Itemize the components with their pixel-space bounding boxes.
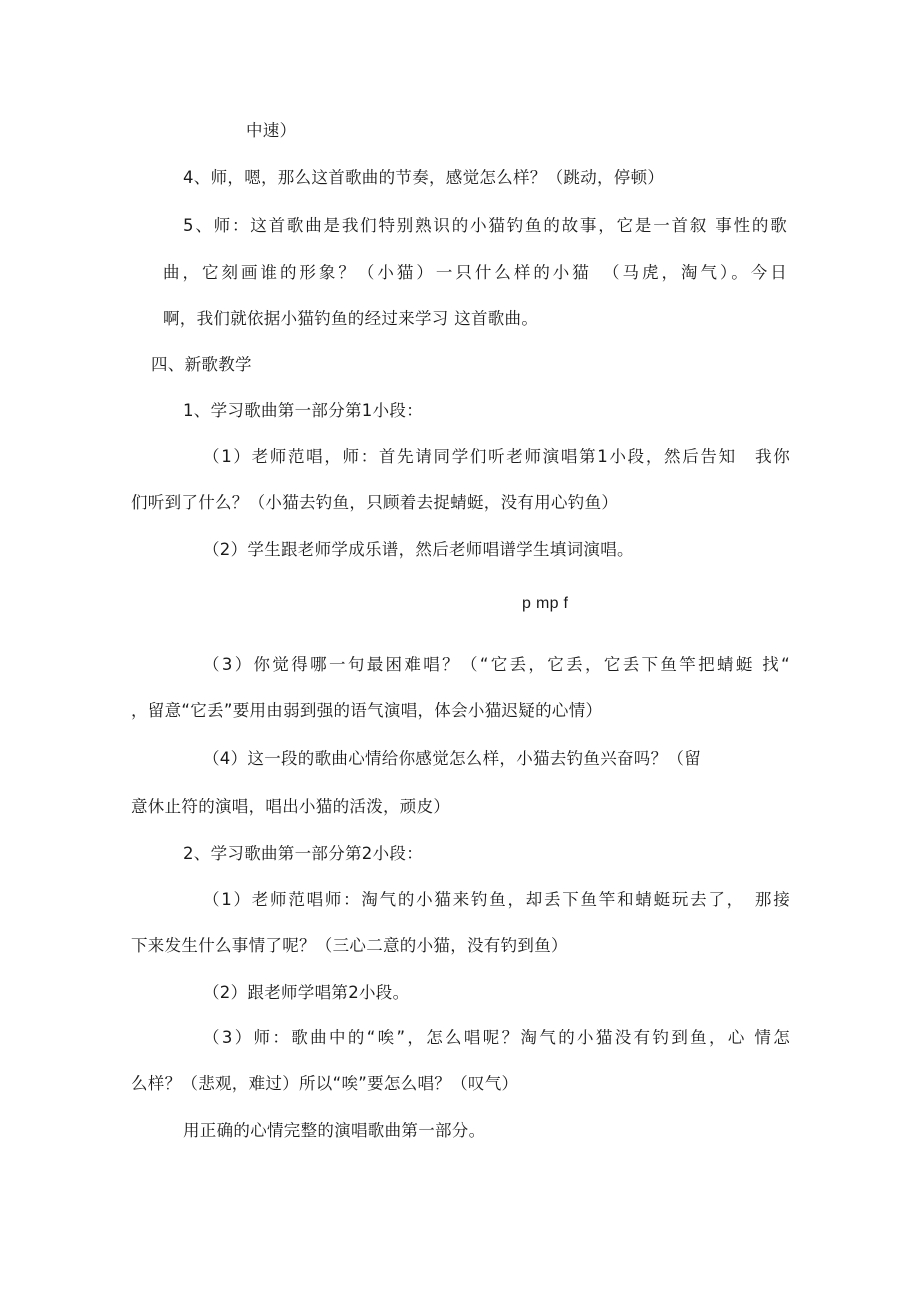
text-line-13: ，留意“它丢”要用由弱到强的语气演唱，体会小猫迟疑的心情） — [131, 701, 603, 720]
text-line-9: 们听到了什么？（小猫去钓鱼，只顾着去捉蜻蜓，没有用心钓鱼） — [131, 493, 619, 512]
text-line-20: （3）师：歌曲中的“唉”，怎么唱呢？淘气的小猫没有钓到鱼，心 情怎 — [203, 1028, 790, 1047]
text-line-19: （2）跟老师学唱第2小段。 — [203, 983, 410, 1002]
text-line-3: 5、师：这首歌曲是我们特别熟识的小猫钓鱼的故事，它是一首叙 事性的歌 — [183, 216, 787, 235]
text-line-1: 中速） — [246, 121, 297, 140]
text-line-4: 曲，它刻画谁的形象？（小猫）一只什么样的小猫 （马虎，淘气）。今日 — [163, 263, 787, 282]
text-line-15: 意休止符的演唱，唱出小猫的活泼，顽皮） — [131, 797, 451, 816]
text-line-17: （1）老师范唱师：淘气的小猫来钓鱼，却丢下鱼竿和蜻蜓玩去了， 那接 — [203, 890, 790, 909]
text-line-2: 4、师，嗯，那么这首歌曲的节奏，感觉怎么样？（跳动，停顿） — [183, 168, 665, 187]
section-heading-new-song: 四、新歌教学 — [151, 355, 252, 374]
text-line-12: （3）你觉得哪一句最困难唱？（“它丢，它丢，它丢下鱼竿把蜻蜓 找“ — [203, 655, 790, 674]
text-line-10: （2）学生跟老师学成乐谱，然后老师唱谱学生填词演唱。 — [203, 540, 634, 559]
text-line-22: 用正确的心情完整的演唱歌曲第一部分。 — [183, 1121, 486, 1140]
text-line-14: （4）这一段的歌曲心情给你感觉怎么样，小猫去钓鱼兴奋吗？（留 — [203, 749, 701, 768]
dynamics-marking: p mp f — [522, 595, 569, 612]
text-line-18: 下来发生什么事情了呢？（三心二意的小猫，没有钓到鱼） — [131, 936, 568, 955]
text-line-8: （1）老师范唱，师：首先请同学们听老师演唱第1小段，然后告知 我你 — [203, 447, 790, 466]
text-line-21: 么样？（悲观，难过）所以“唉”要怎么唱？（叹气） — [131, 1074, 519, 1093]
text-line-5: 啊，我们就依据小猫钓鱼的经过来学习 这首歌曲。 — [163, 309, 539, 328]
subsection-heading-2: 2、学习歌曲第一部分第2小段： — [183, 844, 423, 863]
subsection-heading-1: 1、学习歌曲第一部分第1小段： — [183, 401, 423, 420]
